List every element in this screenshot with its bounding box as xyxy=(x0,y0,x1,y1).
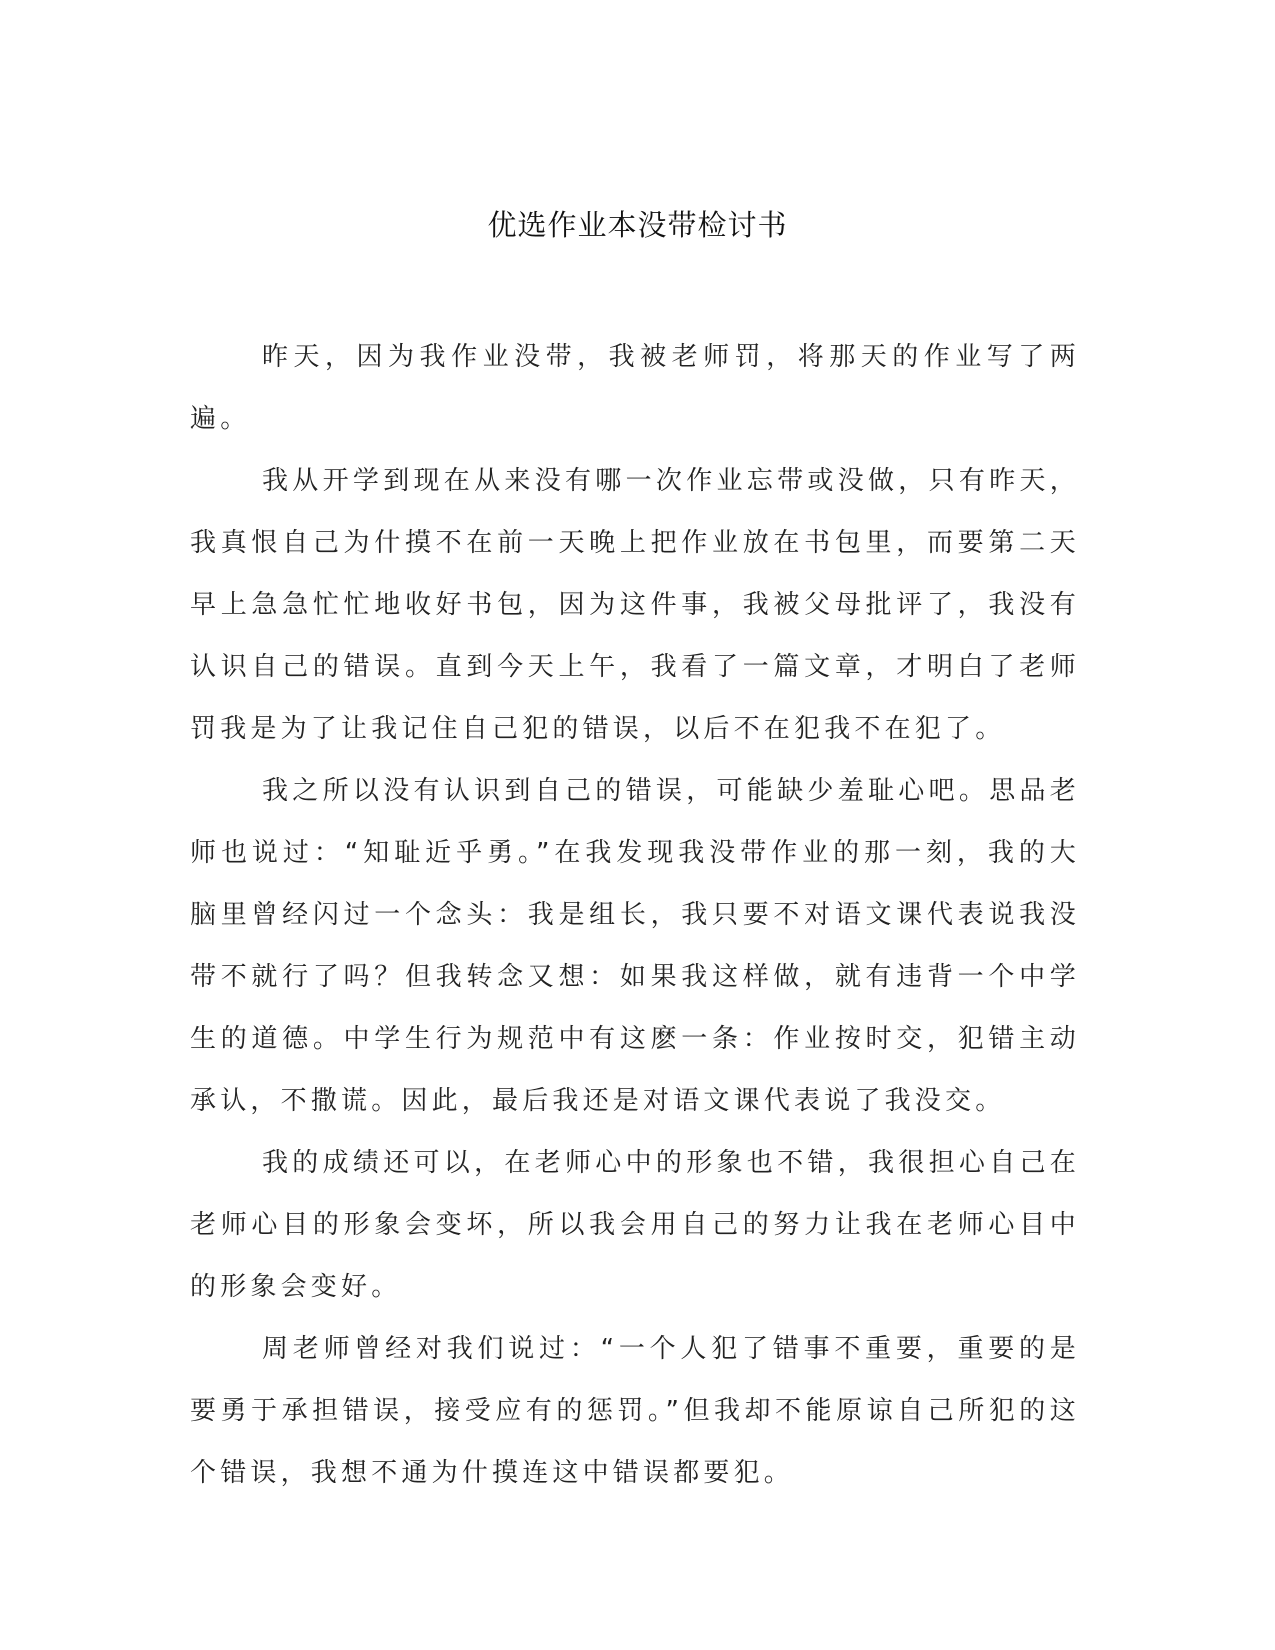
paragraph: 我从开学到现在从来没有哪一次作业忘带或没做，只有昨天，我真恨自己为什摸不在前一天晚上把作业放在书包里，而要第二天早上急急忙忙地收好书包，因为这件事，我被父母批评了，我没有认识自己的错误。直到今天上午，我看了一篇文章，才明白了老师罚我是为了让我记住自己犯的错误，以后不在犯我不在犯了。 xyxy=(190,466,1080,744)
paragraph: 周老师曾经对我们说过：“一个人犯了错事不重要，重要的是要勇于承担错误，接受应有的惩罚。”但我却不能原谅自己所犯的这个错误，我想不通为什摸连这中错误都要犯。 xyxy=(190,1334,1080,1488)
document-title: 优选作业本没带检讨书 xyxy=(487,208,788,242)
paragraph: 昨天，因为我作业没带，我被老师罚，将那天的作业写了两遍。 xyxy=(190,342,1080,434)
document-body xyxy=(190,326,1080,1504)
paragraph: 我的成绩还可以，在老师心中的形象也不错，我很担心自己在老师心目的形象会变坏，所以我会用自己的努力让我在老师心目中的形象会变好。 xyxy=(190,1148,1080,1302)
paragraph: 我之所以没有认识到自己的错误，可能缺少羞耻心吧。思品老师也说过：“知耻近乎勇。”在我发现我没带作业的那一刻，我的大脑里曾经闪过一个念头：我是组长，我只要不对语文课代表说我没带不就行了吗？但我转念又想：如果我这样做，就有违背一个中学生的道德。中学生行为规范中有这麽一条：作业按时交，犯错主动承认，不撒谎。因此，最后我还是对语文课代表说了我没交。 xyxy=(190,776,1080,1116)
